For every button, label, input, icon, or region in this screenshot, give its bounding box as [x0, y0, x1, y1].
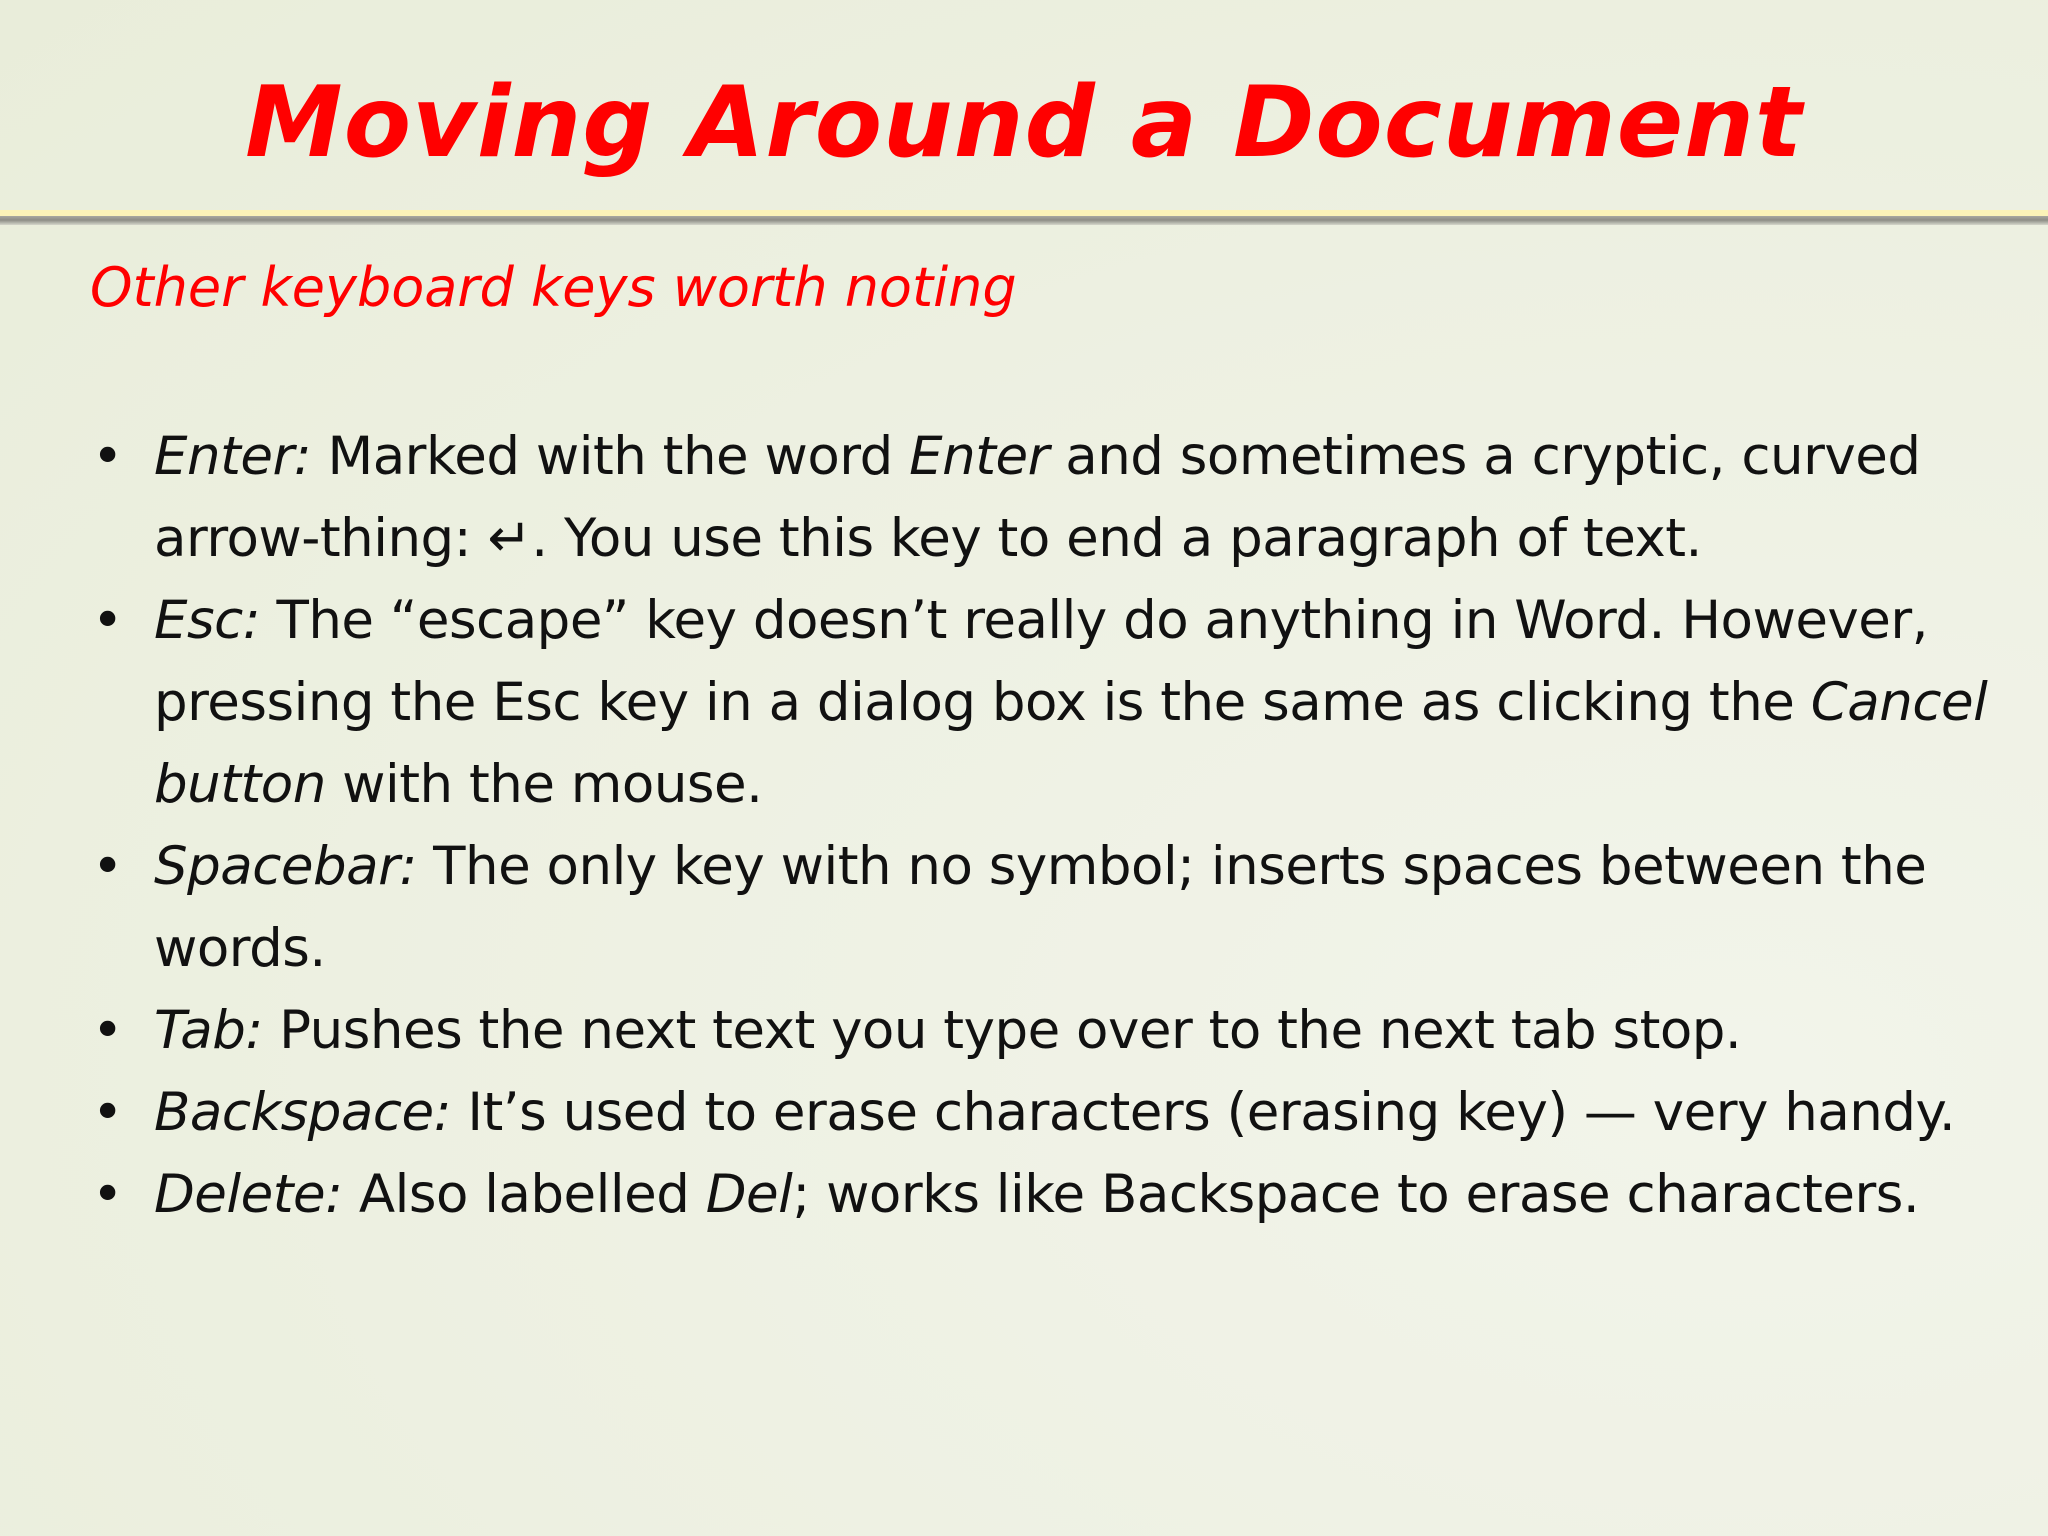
bullet-text: The only key with no symbol; inserts spaces between the words. [154, 836, 1927, 979]
slide-subtitle: Other keyboard keys worth noting [90, 256, 1017, 319]
divider-shadow [0, 216, 2048, 225]
bullet-enter [90, 416, 1990, 580]
bullet-dot: • [92, 426, 123, 487]
bullet-delete [90, 1154, 1990, 1236]
slide-title: Moving Around a Document [245, 66, 1803, 180]
bullet-term: Esc: [154, 590, 261, 651]
bullet-term: Spacebar: [154, 836, 417, 897]
bullet-text: ; works like Backspace to erase characters. [792, 1164, 1920, 1225]
bullet-term: Delete: [154, 1164, 343, 1225]
bullet-list [90, 416, 1990, 1236]
bullet-emphasis: Cancel button [154, 672, 1988, 815]
bullet-esc [90, 580, 1990, 826]
bullet-dot: • [92, 590, 123, 651]
bullet-text: Marked with the word [311, 426, 910, 487]
bullet-text: It’s used to erase characters (erasing key) — very handy. [451, 1082, 1956, 1143]
bullet-term: Enter: [154, 426, 312, 487]
bullet-text: Also labelled [342, 1164, 706, 1225]
bullet-text: with the mouse. [325, 754, 763, 815]
bullet-emphasis: Del [705, 1164, 793, 1225]
bullet-text: Pushes the next text you type over to the next tab stop. [262, 1000, 1742, 1061]
title-divider [0, 210, 2048, 226]
bullet-term: Backspace: [154, 1082, 452, 1143]
bullet-tab [90, 990, 1990, 1072]
bullet-dot: • [92, 1164, 123, 1225]
bullet-text: The “escape” key doesn’t really do anything in Word. However, pressing the Esc key in a dialog box is the same as clicking the [154, 590, 1929, 733]
bullet-dot: • [92, 836, 123, 897]
bullet-text: and sometimes a cryptic, curved arrow-thing: ↵. You use this key to end a paragraph of text. [154, 426, 1921, 569]
bullet-spacebar [90, 826, 1990, 990]
bullet-dot: • [92, 1000, 123, 1061]
bullet-term: Tab: [154, 1000, 263, 1061]
bullet-emphasis: Enter [909, 426, 1049, 487]
bullet-backspace [90, 1072, 1990, 1154]
bullet-dot: • [92, 1082, 123, 1143]
